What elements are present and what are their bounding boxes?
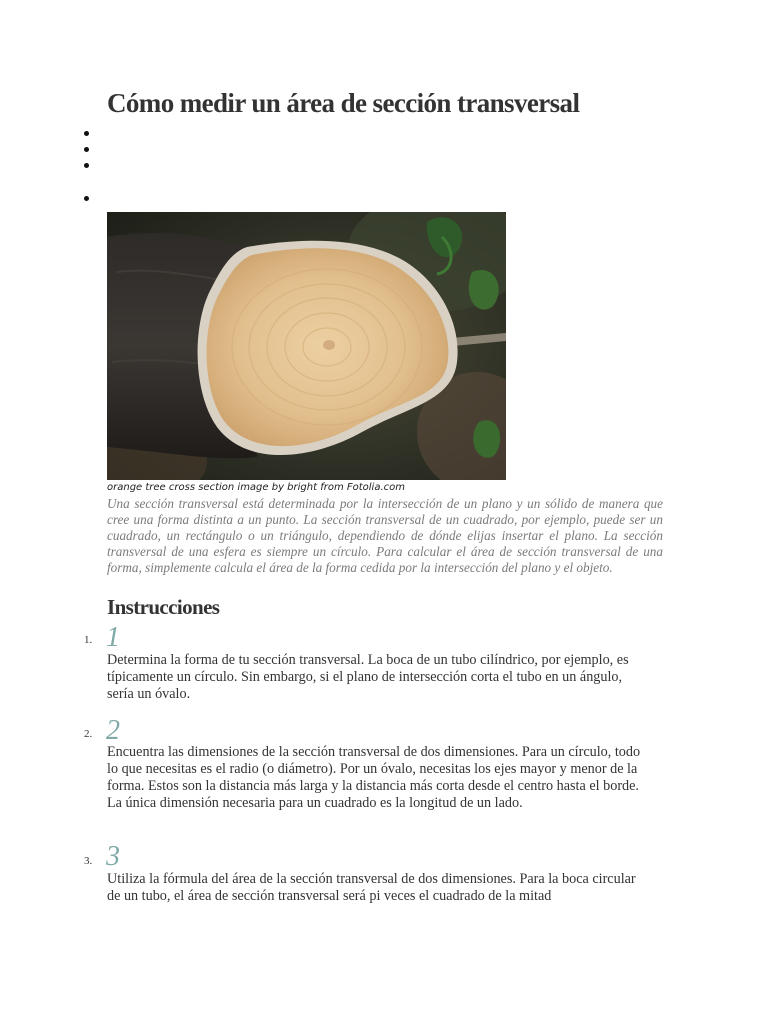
step-text: Determina la forma de tu sección transversal. La boca de un tubo cilíndrico, por ejemplo, es típicamente un círculo. Sin embargo, si el plano de intersección corta el tubo en un ángulo, sería un óvalo. (107, 652, 629, 702)
intro-paragraph: Una sección transversal está determinada por la intersección de un plano y un sólido de manera que cree una forma distinta a un punto. La sección transversal de un cuadrado, por ejemplo, puede ser un cuadrado, un rectángulo o un triángulo, dependiendo de dónde elijas insertar el plano. La sección transversal de una esfera es siempre un círculo. Para calcular el área de sección transversal de una forma, simplemente calcula el área de la forma cedida por la intersección del plano y el objeto. (107, 496, 663, 575)
step-number: 1 (106, 622, 120, 653)
article-photo (107, 212, 506, 480)
step-text: Encuentra las dimensiones de la sección transversal de dos dimensiones. Para un círculo, todo lo que necesitas es el radio (o diámetro). Por un óvalo, necesitas los ejes mayor y menor de la forma. Estos son la distancia más larga y la distancia más corta desde el centro hasta el borde. La única dimensión necesaria para un cuadrado es la longitud de un lado. (107, 744, 641, 811)
step-number: 3 (106, 841, 120, 872)
share-bullet[interactable] (84, 196, 89, 201)
article-title: Cómo medir un área de sección transversal (107, 88, 580, 118)
step-marker: 2. (84, 728, 93, 740)
step-number: 2 (106, 715, 120, 746)
tree-cross-section-image (107, 212, 506, 480)
instructions-heading: Instrucciones (107, 595, 220, 619)
share-bullet[interactable] (84, 163, 89, 168)
step-marker: 3. (84, 855, 93, 867)
share-bullet[interactable] (84, 131, 89, 136)
photo-caption: orange tree cross section image by bright from Fotolia.com (107, 482, 406, 493)
step-marker: 1. (84, 634, 93, 646)
share-bullet[interactable] (84, 147, 89, 152)
step-text: Utiliza la fórmula del área de la sección transversal de dos dimensiones. Para la boca circular de un tubo, el área de sección transversal será pi veces el cuadrado de la mitad (107, 871, 636, 904)
